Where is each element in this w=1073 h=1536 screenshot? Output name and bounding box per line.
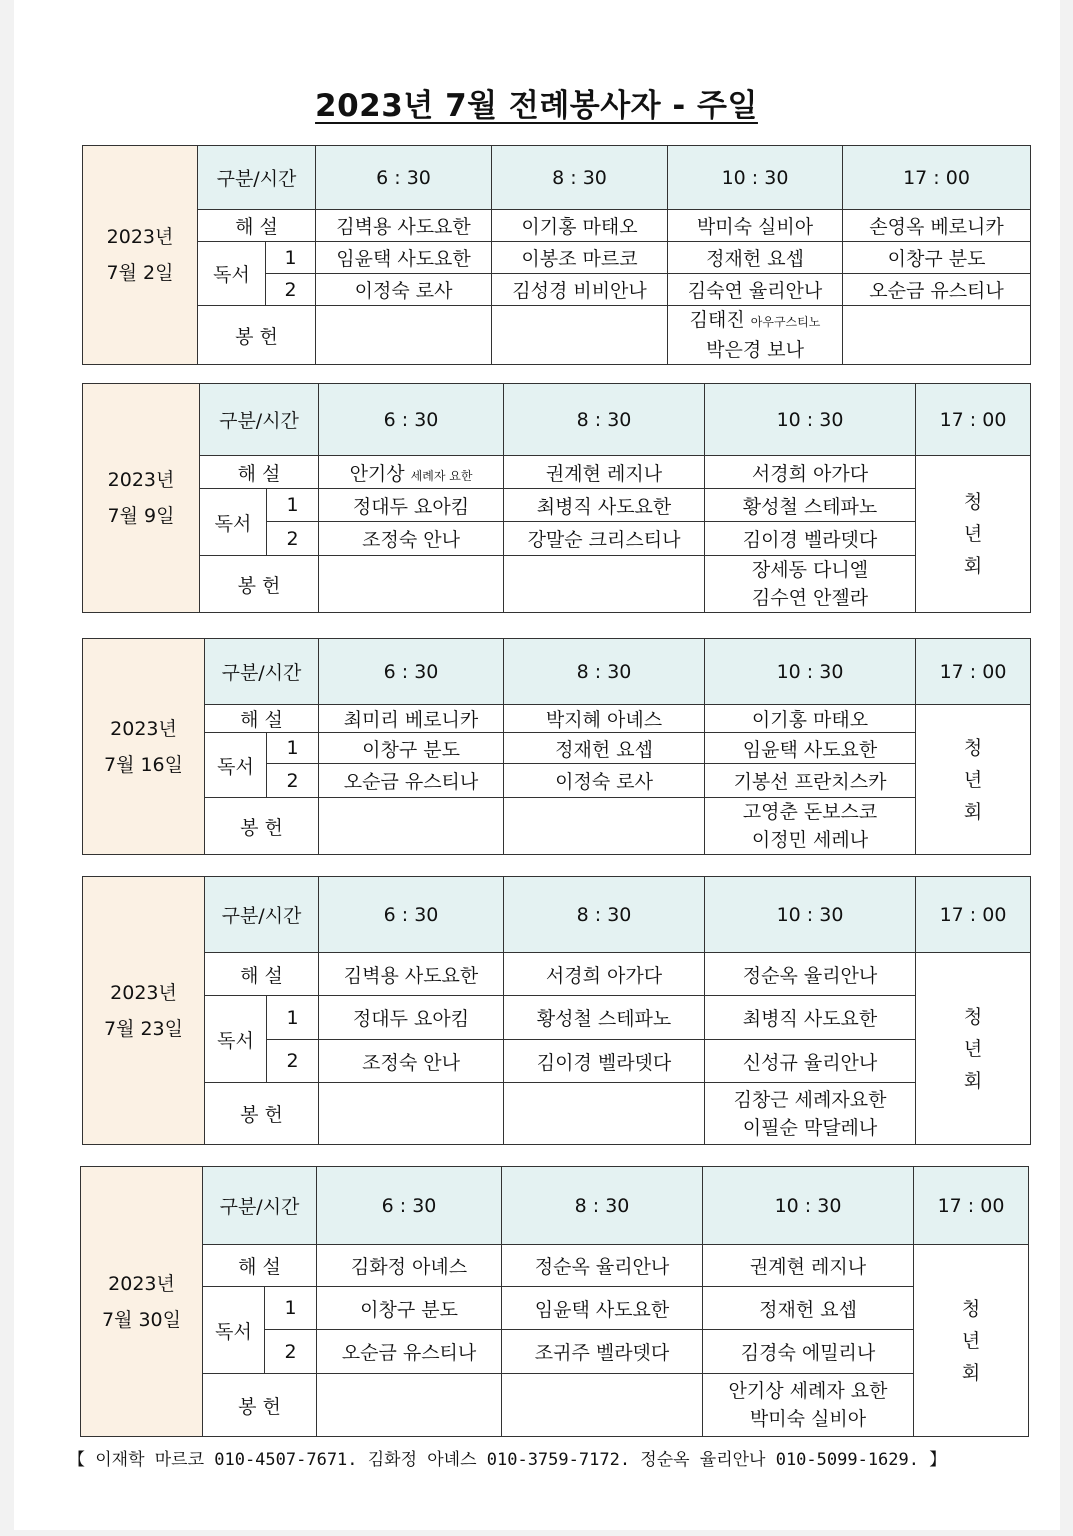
reading-label: 독서 [198,242,266,306]
cell: 신성규 율리안나 [705,1040,916,1083]
cell [319,1083,504,1145]
commentary-label: 해 설 [200,456,319,489]
cell [502,1374,703,1437]
offering-label: 봉 헌 [198,306,316,365]
cell: 정재헌 요셉 [703,1287,914,1330]
time-header: 17 : 00 [916,639,1031,705]
cell: 정순옥 율리안나 [502,1245,703,1287]
reading-label: 독서 [205,733,267,798]
offering-label: 봉 헌 [205,798,319,855]
offering-label: 봉 헌 [200,556,319,613]
contact-footer: 【 이재학 마르코 010-4507-7671. 김화정 아녜스 010-3759-7172. 정순옥 율리안나 010-5099-1629. 】 [68,1450,947,1470]
cell: 김이경 벨라뎃다 [504,1040,705,1083]
cell: 김이경 벨라뎃다 [705,522,916,556]
time-header: 8 : 30 [504,877,705,953]
cell [504,556,705,613]
cell: 이창구 분도 [317,1287,502,1330]
time-header: 17 : 00 [916,384,1031,456]
offering-cell: 장세동 다니엘 김수연 안젤라 [705,556,916,613]
category-time-header: 구분/시간 [203,1167,317,1245]
cell: 손영옥 베로니카 [843,210,1031,242]
cell: 조귀주 벨라뎃다 [502,1330,703,1374]
reading-label: 독서 [200,489,267,556]
commentary-label: 해 설 [205,705,319,733]
cell: 박미숙 실비아 [668,210,843,242]
date-cell: 2023년 7월 30일 [81,1167,203,1437]
cell: 이봉조 마르코 [492,242,668,274]
title-text: 2023년 7월 전례봉사자 - 주일 [315,88,758,124]
date-cell: 2023년 7월 16일 [83,639,205,855]
page-title [0,80,1073,125]
date-cell: 2023년 7월 23일 [83,877,205,1145]
commentary-label: 해 설 [203,1245,317,1287]
date-cell: 2023년 7월 9일 [83,384,200,613]
youth-group-cell: 청 년 회 [914,1245,1029,1437]
cell: 이기홍 마태오 [705,705,916,733]
cell: 조정숙 안나 [319,1040,504,1083]
time-header: 6 : 30 [319,639,504,705]
cell: 이기홍 마태오 [492,210,668,242]
cell: 임윤택 사도요한 [502,1287,703,1330]
cell: 정재헌 요셉 [668,242,843,274]
cell [492,306,668,365]
reading-number: 2 [265,1330,317,1374]
offering-cell: 고영춘 돈보스코 이정민 세레나 [705,798,916,855]
reading-number: 2 [267,764,319,798]
cell: 오순금 유스티나 [317,1330,502,1374]
cell [319,798,504,855]
cell: 강말순 크리스티나 [504,522,705,556]
cell [317,1374,502,1437]
cell: 김벽용 사도요한 [316,210,492,242]
cell: 권계현 레지나 [504,456,705,489]
schedule-table-week-3 [82,638,1031,855]
cell: 최병직 사도요한 [705,996,916,1040]
reading-number: 1 [267,996,319,1040]
cell: 오순금 유스티나 [843,274,1031,306]
offering-cell: 안기상 세례자 요한 박미숙 실비아 [703,1374,914,1437]
cell: 이정숙 로사 [504,764,705,798]
time-header: 10 : 30 [703,1167,914,1245]
cell: 정순옥 율리안나 [705,953,916,996]
time-header: 6 : 30 [316,146,492,210]
time-header: 8 : 30 [504,384,705,456]
cell: 최미리 베로니카 [319,705,504,733]
reading-number: 1 [266,242,316,274]
cell: 조정숙 안나 [319,522,504,556]
schedule-table-week-4 [82,876,1031,1145]
offering-cell: 김창근 세례자요한 이필순 막달레나 [705,1083,916,1145]
cell: 최병직 사도요한 [504,489,705,522]
cell: 임윤택 사도요한 [316,242,492,274]
reading-label: 독서 [203,1287,265,1374]
cell: 이창구 분도 [843,242,1031,274]
cell: 이정숙 로사 [316,274,492,306]
category-time-header: 구분/시간 [205,639,319,705]
cell [319,556,504,613]
cell: 김숙연 율리안나 [668,274,843,306]
time-header: 17 : 00 [914,1167,1029,1245]
reading-number: 1 [267,489,319,522]
cell: 황성철 스테파노 [705,489,916,522]
cell: 정대두 요아킴 [319,996,504,1040]
commentary-label: 해 설 [205,953,319,996]
time-header: 17 : 00 [916,877,1031,953]
time-header: 10 : 30 [705,877,916,953]
offering-label: 봉 헌 [203,1374,317,1437]
category-time-header: 구분/시간 [198,146,316,210]
commentary-label: 해 설 [198,210,316,242]
cell [316,306,492,365]
cell: 김성경 비비안나 [492,274,668,306]
time-header: 6 : 30 [317,1167,502,1245]
cell [504,1083,705,1145]
date-cell: 2023년 7월 2일 [83,146,198,365]
time-header: 17 : 00 [843,146,1031,210]
schedule-table-week-2 [82,383,1031,613]
time-header: 10 : 30 [705,384,916,456]
cell: 김벽용 사도요한 [319,953,504,996]
cell [843,306,1031,365]
category-time-header: 구분/시간 [205,877,319,953]
cell: 박지혜 아녜스 [504,705,705,733]
offering-cell: 김태진 아우구스티노 박은경 보나 [668,306,843,365]
reading-number: 2 [266,274,316,306]
cell: 안기상 세례자 요한 [319,456,504,489]
youth-group-cell: 청 년 회 [916,456,1031,613]
cell: 서경희 아가다 [504,953,705,996]
cell: 서경희 아가다 [705,456,916,489]
reading-number: 1 [267,733,319,764]
reading-number: 1 [265,1287,317,1330]
time-header: 8 : 30 [504,639,705,705]
cell: 정재헌 요셉 [504,733,705,764]
time-header: 10 : 30 [668,146,843,210]
reading-number: 2 [267,522,319,556]
cell: 권계현 레지나 [703,1245,914,1287]
cell: 임윤택 사도요한 [705,733,916,764]
schedule-table-week-5 [80,1166,1029,1437]
cell: 김경숙 에밀리나 [703,1330,914,1374]
time-header: 8 : 30 [492,146,668,210]
time-header: 8 : 30 [502,1167,703,1245]
cell: 김화정 아녜스 [317,1245,502,1287]
cell [504,798,705,855]
cell: 정대두 요아킴 [319,489,504,522]
schedule-table-week-1 [82,145,1031,365]
cell: 오순금 유스티나 [319,764,504,798]
time-header: 6 : 30 [319,877,504,953]
cell: 이창구 분도 [319,733,504,764]
time-header: 6 : 30 [319,384,504,456]
youth-group-cell: 청 년 회 [916,953,1031,1145]
time-header: 10 : 30 [705,639,916,705]
youth-group-cell: 청 년 회 [916,705,1031,855]
reading-label: 독서 [205,996,267,1083]
offering-label: 봉 헌 [205,1083,319,1145]
cell: 황성철 스테파노 [504,996,705,1040]
reading-number: 2 [267,1040,319,1083]
category-time-header: 구분/시간 [200,384,319,456]
cell: 기봉선 프란치스카 [705,764,916,798]
